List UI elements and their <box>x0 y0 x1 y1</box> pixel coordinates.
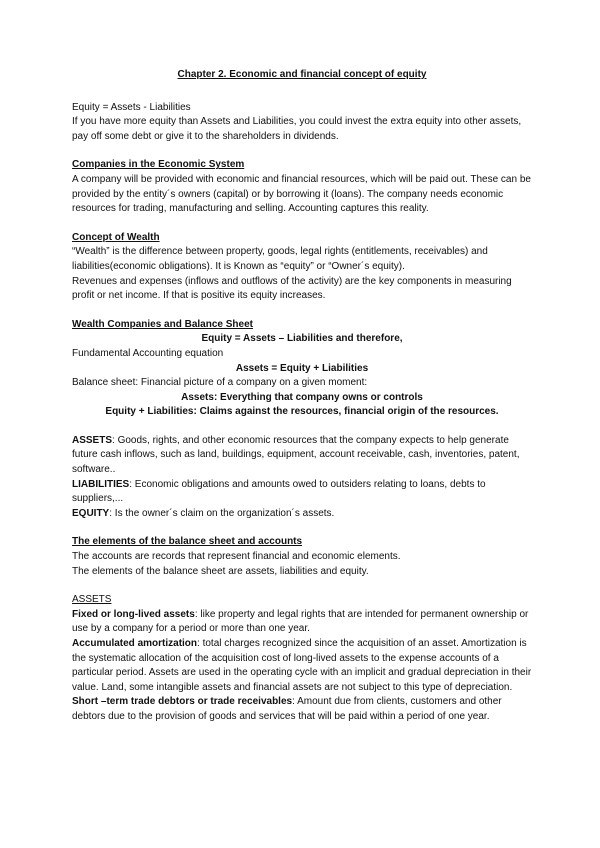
balance-sheet-definition: Balance sheet: Financial picture of a company on a given moment: <box>72 377 368 389</box>
companies-paragraph: A company will be provided with economic and financial resources, which will be paid out. These can be provided by the entity´s owners (capital) or by borrowing it (loans). The company needs economic resources for trading, manufacturing and selling. Accounting captures this reality. <box>72 173 531 215</box>
wealth-heading: Concept of Wealth <box>72 231 160 243</box>
equity-liabilities-summary-line: Equity + Liabilities: Claims against the resources, financial origin of the resources. <box>105 406 499 418</box>
page-title: Chapter 2. Economic and financial concept of equity <box>177 69 427 80</box>
accumulated-amortization-paragraph <box>72 637 532 695</box>
assets-definition-text: : Goods, rights, and other economic resources that the company expects to help generate future cash inflows, such as land, buildings, equipment, account receivable, cash, inventories, patent, software.. <box>72 434 520 476</box>
liabilities-definition-text: : Economic obligations and amounts owed to outsiders relating to loans, debts to suppliers,... <box>72 478 486 505</box>
equity-equation: Equity = Assets - Liabilities <box>72 101 191 113</box>
fixed-assets-text: : like property and legal rights that are intended for permanent ownership or use by a company for a period or more than one year. <box>72 608 529 635</box>
assets-term: ASSETS <box>72 434 113 446</box>
liabilities-definition <box>72 478 532 507</box>
balance-heading: Wealth Companies and Balance Sheet <box>72 318 253 330</box>
companies-heading: Companies in the Economic System <box>72 159 245 171</box>
elements-paragraph-2: The elements of the balance sheet are assets, liabilities and equity. <box>72 565 369 577</box>
wealth-paragraph-2: Revenues and expenses (inflows and outflows of the activity) are the key components in measuring profit or net income. If that is positive its equity increases. <box>72 275 512 302</box>
document-page <box>72 68 532 725</box>
intro-paragraph: If you have more equity than Assets and Liabilities, you could invest the extra equity into other assets, pay off some debt or give it to the shareholders in dividends. <box>72 116 522 142</box>
equity-liabilities-equation: Equity = Assets – Liabilities and therefore, <box>201 333 403 345</box>
equity-definition <box>72 507 532 522</box>
fundamental-equation-label: Fundamental Accounting equation <box>72 347 224 359</box>
elements-paragraph-1: The accounts are records that represent financial and economic elements. <box>72 551 401 563</box>
short-term-debtors-paragraph <box>72 695 532 724</box>
short-term-debtors-text: : Amount due from clients, customers and other debtors due to the provision of goods and services that will be paid within a period of one year. <box>72 696 502 722</box>
fundamental-equation: Assets = Equity + Liabilities <box>235 362 369 374</box>
wealth-paragraph-1: “Wealth” is the difference between property, goods, legal rights (entitlements, receivables) and liabilities(economic obligations). It is Known as “equity” or “Owner´s equity). <box>72 246 488 272</box>
assets-definition <box>72 434 532 478</box>
elements-heading: The elements of the balance sheet and accounts <box>72 536 303 548</box>
equity-term: EQUITY <box>72 507 110 519</box>
equity-definition-text: : Is the owner´s claim on the organization´s assets. <box>109 507 335 519</box>
assets-summary-line: Assets: Everything that company owns or controls <box>181 391 423 403</box>
liabilities-term: LIABILITIES <box>72 478 130 490</box>
accumulated-amortization-text: : total charges recognized since the acquisition of an asset. Amortization is the systematic allocation of the acquisition cost of long-lived assets to the expense accounts of a particular period. Assets are used in the operating cycle with an implicit and gradual depreciation in their value. Land, some intangible assets and financial assets are not subject to this type of depreciation. <box>72 638 532 693</box>
assets-section-heading: ASSETS <box>72 594 112 606</box>
fixed-assets-term: Fixed or long-lived assets <box>72 608 195 620</box>
accumulated-amortization-term: Accumulated amortization <box>72 638 198 649</box>
short-term-debtors-term: Short –term trade debtors or trade receivables <box>72 696 293 708</box>
fixed-assets-paragraph <box>72 608 532 637</box>
